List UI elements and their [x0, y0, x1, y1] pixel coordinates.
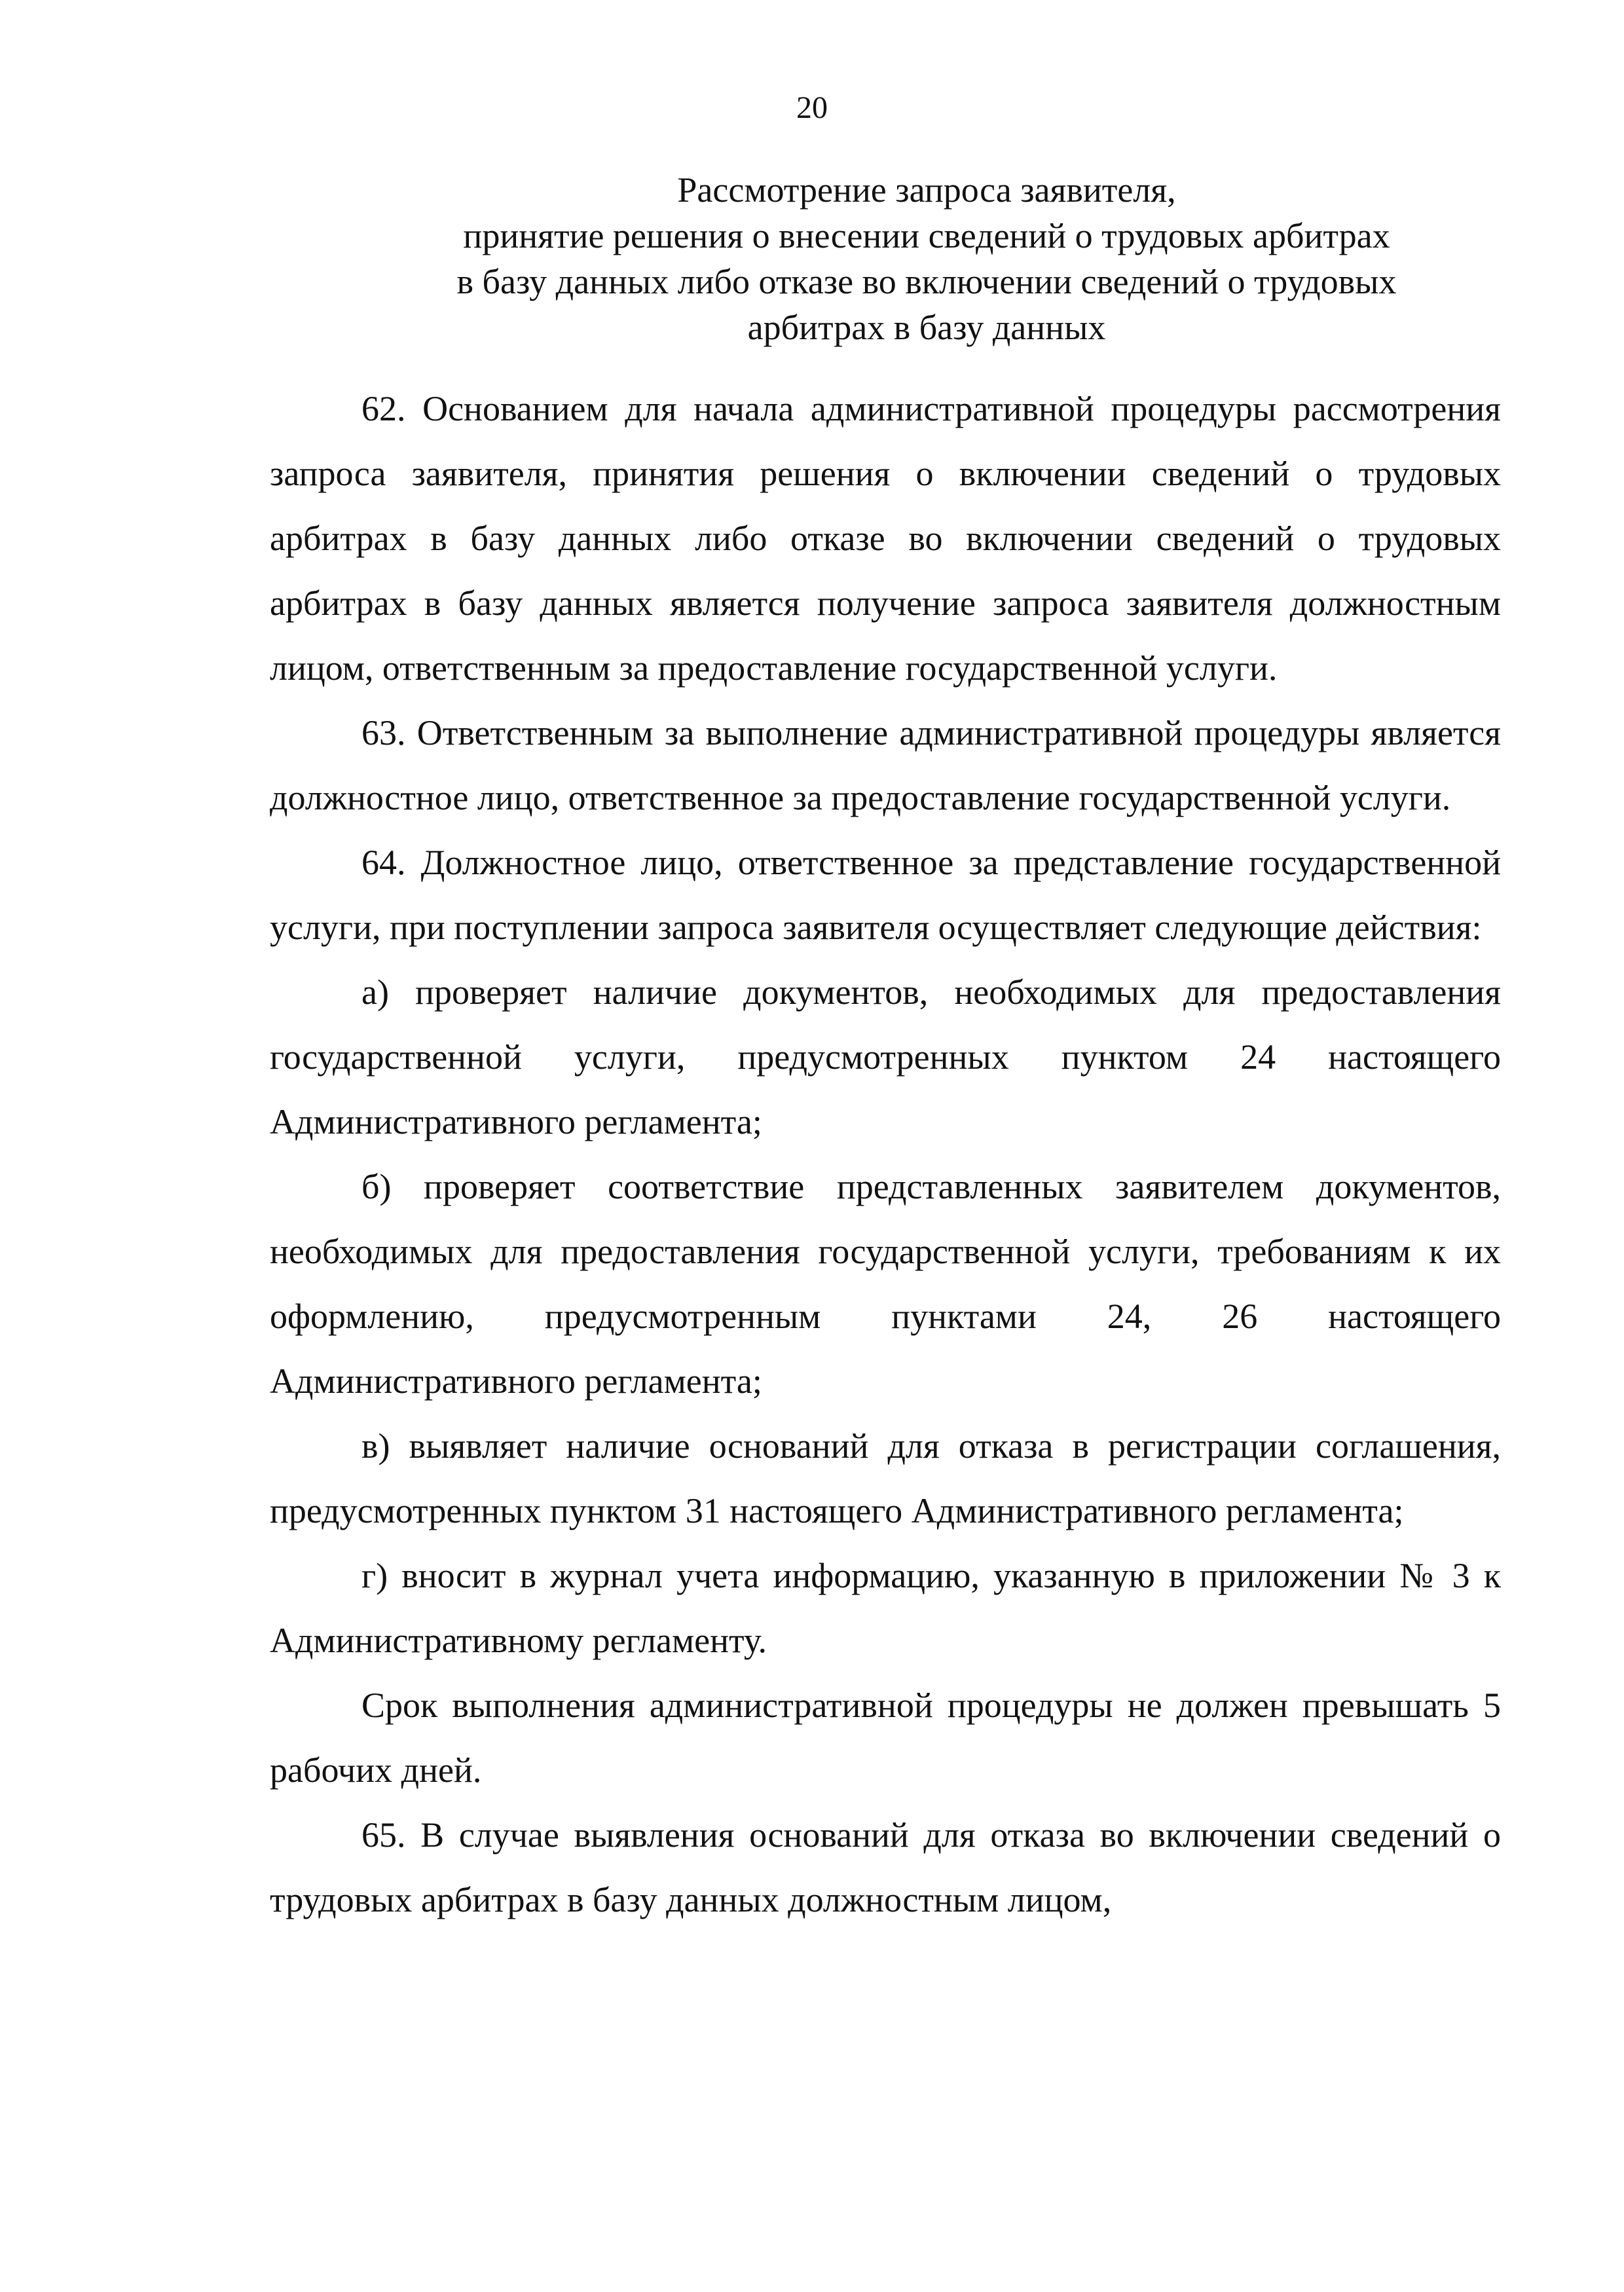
- paragraph-62: 62. Основанием для начала административной процедуры рассмотрения запроса заявителя, принятия решения о включении сведений о трудовых арбитрах в базу данных либо отказе во включении сведений о трудовых арбитрах в базу данных является получение запроса заявителя должностным лицом, ответственным за предоставление государственной услуги.: [270, 389, 1501, 688]
- section-title-line: принятие решения о внесении сведений о трудовых арбитрах: [463, 216, 1390, 255]
- list-item-a: а) проверяет наличие документов, необходимых для предоставления государственной услуги, предусмотренных пунктом 24 настоящего Административного регламента;: [270, 972, 1501, 1141]
- list-item-b: б) проверяет соответствие представленных заявителем документов, необходимых для предоставления государственной услуги, требованиям к их оформлению, предусмотренным пунктами 24, 26 настоящего Административного регламента;: [270, 1167, 1501, 1401]
- section-title-line: арбитрах в базу данных: [747, 308, 1106, 347]
- page-number: 20: [796, 90, 828, 125]
- section-title-line: Рассмотрение запроса заявителя,: [677, 170, 1176, 210]
- section-title: [367, 167, 1486, 350]
- deadline-paragraph: Срок выполнения административной процедуры не должен превышать 5 рабочих дней.: [270, 1686, 1501, 1790]
- list-item-g: г) вносит в журнал учета информацию, указанную в приложении № 3 к Административному регламенту.: [270, 1556, 1501, 1660]
- paragraph-64: 64. Должностное лицо, ответственное за представление государственной услуги, при поступлении запроса заявителя осуществляет следующие действия:: [270, 843, 1501, 947]
- section-title-line: в базу данных либо отказе во включении сведений о трудовых: [456, 262, 1397, 301]
- paragraph-63: 63. Ответственным за выполнение административной процедуры является должностное лицо, ответственное за предоставление государственной услуги.: [270, 713, 1501, 817]
- paragraph-65: 65. В случае выявления оснований для отказа во включении сведений о трудовых арбитрах в базу данных должностным лицом,: [270, 1815, 1501, 1919]
- list-item-v: в) выявляет наличие оснований для отказа в регистрации соглашения, предусмотренных пунктом 31 настоящего Административного регламента;: [270, 1426, 1501, 1530]
- document-body: [270, 377, 1501, 1932]
